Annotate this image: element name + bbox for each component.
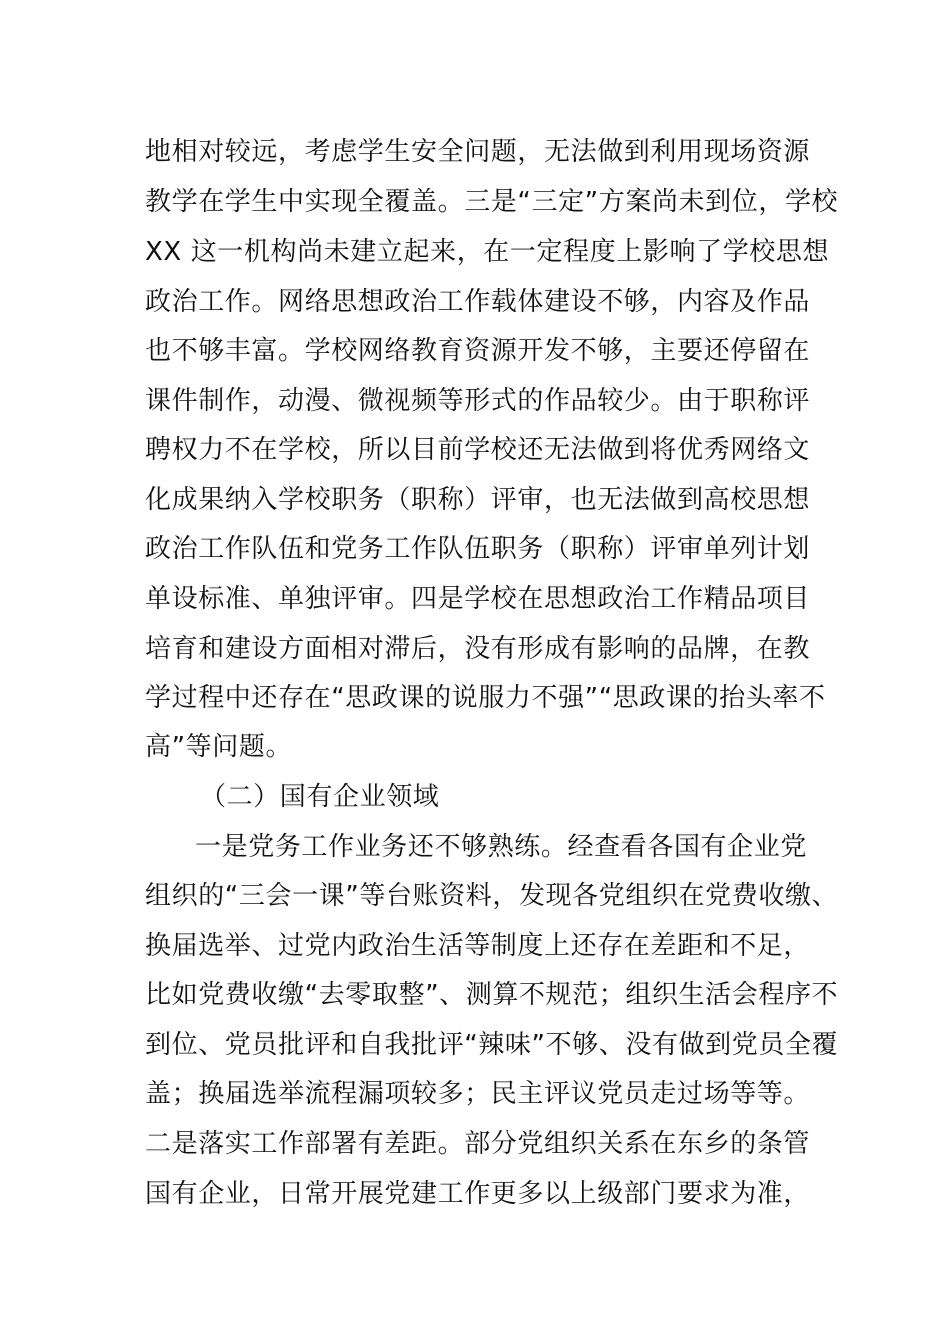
text-line: 化成果纳入学校职务（职称）评审，也无法做到高校思想 — [145, 485, 811, 515]
text-line: 课件制作，动漫、微视频等形式的作品较少。由于职称评 — [145, 386, 811, 416]
text-line: 组织的“三会一课”等台账资料，发现各党组织在党费收缴、 — [145, 881, 839, 911]
text-line: 教学在学生中实现全覆盖。三是“三定”方案尚未到位，学校 — [145, 187, 839, 217]
paragraph-first-line: 一是党务工作业务还不够熟练。经查看各国有企业党 — [195, 832, 807, 862]
text-line: 也不够丰富。学校网络教育资源开发不够，主要还停留在 — [145, 336, 811, 366]
text-line: 换届选举、过党内政治生活等制度上还存在差距和不足， — [145, 931, 811, 961]
text-line: 国有企业，日常开展党建工作更多以上级部门要求为准， — [145, 1179, 811, 1209]
text-line: 比如党费收缴“去零取整”、测算不规范；组织生活会程序不 — [145, 980, 839, 1010]
text-line: 培育和建设方面相对滞后，没有形成有影响的品牌，在教 — [145, 634, 811, 664]
text-line: 学过程中还存在“思政课的说服力不强”“思政课的抬头率不 — [145, 683, 826, 713]
text-line: 地相对较远，考虑学生安全问题，无法做到利用现场资源 — [145, 137, 811, 167]
text-line: 聘权力不在学校，所以目前学校还无法做到将优秀网络文 — [145, 435, 811, 465]
section-heading: （二）国有企业领域 — [200, 782, 440, 812]
text-line: XX 这一机构尚未建立起来，在一定程度上影响了学校思想 — [145, 237, 830, 267]
text-line: 单设标准、单独评审。四是学校在思想政治工作精品项目 — [145, 584, 811, 614]
text-line: 政治工作。网络思想政治工作载体建设不够，内容及作品 — [145, 287, 811, 317]
text-line: 盖；换届选举流程漏项较多；民主评议党员走过场等等。 — [145, 1079, 811, 1109]
text-line: 政治工作队伍和党务工作队伍职务（职称）评审单列计划 — [145, 534, 811, 564]
text-line: 高”等问题。 — [145, 732, 293, 762]
text-line: 二是落实工作部署有差距。部分党组织关系在东乡的条管 — [145, 1129, 811, 1159]
text-line: 到位、党员批评和自我批评“辣味”不够、没有做到党员全覆 — [145, 1030, 839, 1060]
